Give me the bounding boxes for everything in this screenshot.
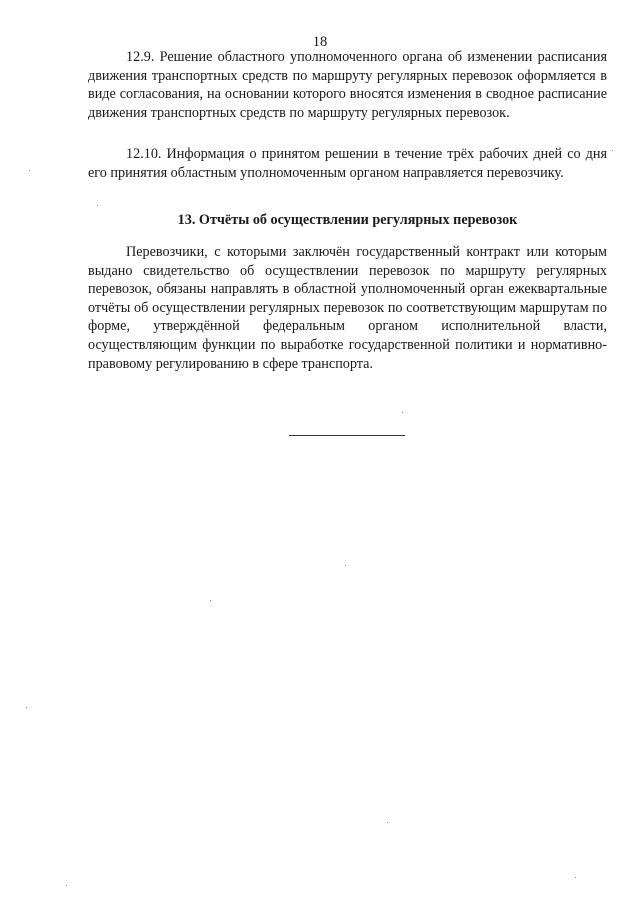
scan-speck	[26, 707, 27, 708]
scan-speck	[387, 822, 388, 823]
page-number: 18	[312, 34, 328, 50]
scan-speck	[97, 205, 98, 206]
scan-speck	[29, 170, 30, 171]
scan-speck	[402, 412, 403, 413]
clause-12-10: 12.10. Информация о принятом решении в течение трёх рабочих дней со дня его принятия областным уполномоченным органом направляется перевозчику.	[88, 146, 607, 181]
end-of-text-rule	[289, 435, 405, 436]
scan-speck	[210, 600, 211, 601]
section-13-heading: 13. Отчёты об осуществлении регулярных перевозок	[177, 212, 518, 228]
scan-speck	[345, 565, 346, 566]
clause-12-9: 12.9. Решение областного уполномоченного органа об изменении расписания движения транспортных средств по маршруту регулярных перевозок оформляется в виде согласования, на основании которого вносятся изменения в сводное расписание движения транспортных средств по маршруту регулярных перевозок.	[88, 49, 607, 121]
scan-speck	[575, 877, 576, 878]
scan-speck	[66, 885, 67, 886]
section-13-paragraph: Перевозчики, с которыми заключён государственный контракт или которым выдано свидетельство об осуществлении перевозок по маршруту регулярных перевозок, обязаны направлять в областной уполномоченный орган ежеквартальные отчёты об осуществлении регулярных перевозок по соответствующим маршрутам по форме, утверждённой федеральным органом исполнительной власти, осуществляющим функции по выработке государственной политики и нормативно-правовому регулированию в сфере транспорта.	[88, 244, 607, 372]
scan-speck	[612, 150, 613, 151]
